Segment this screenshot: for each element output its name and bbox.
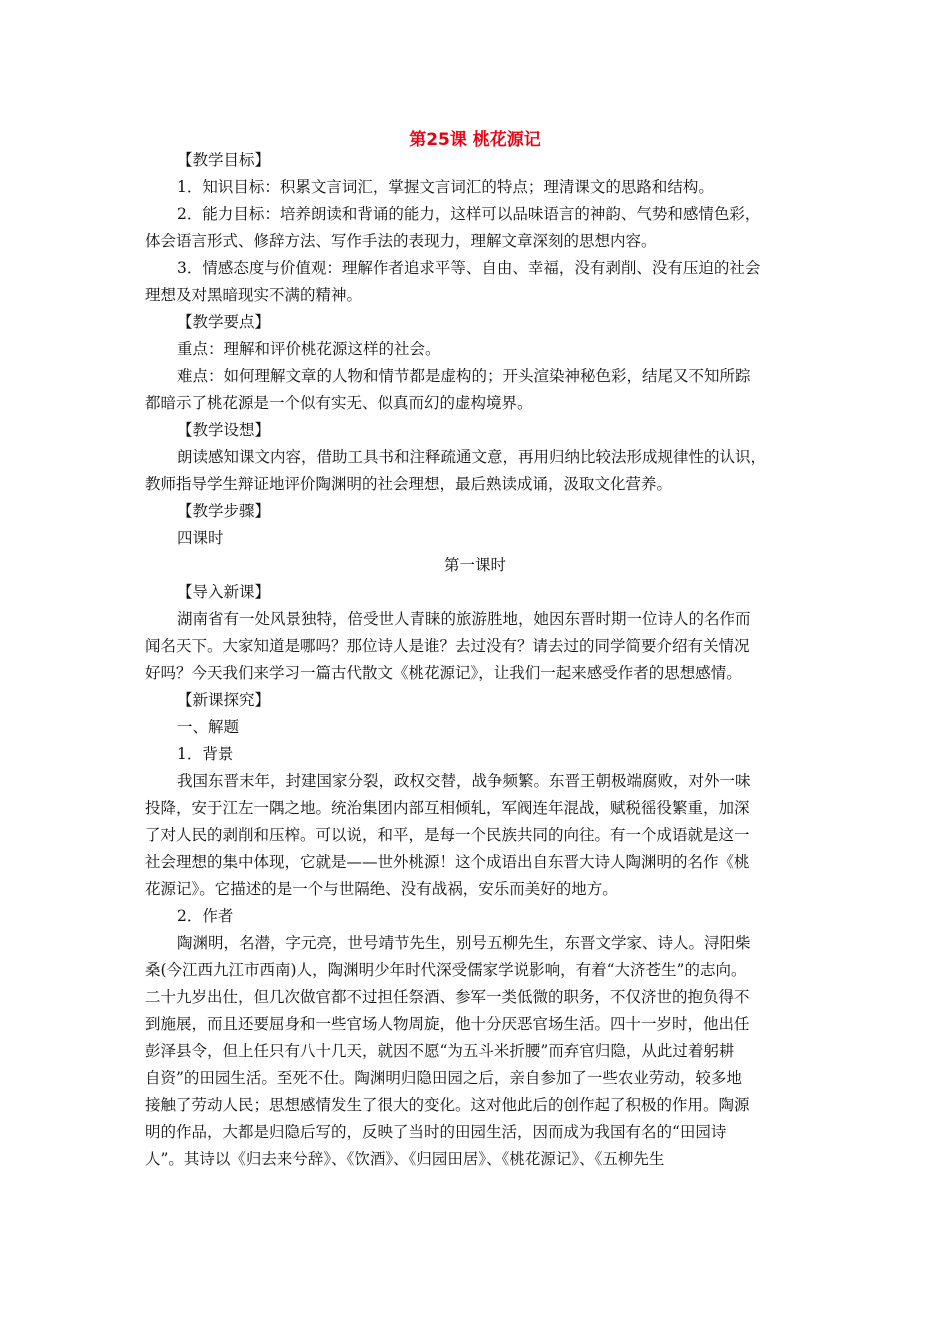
paragraph-line: 3．情感态度与价值观：理解作者追求平等、自由、幸福，没有剥削、没有压迫的社会 — [177, 259, 761, 277]
paragraph-line: 花源记》。它描述的是一个与世隔绝、没有战祸，安乐而美好的地方。 — [145, 880, 618, 898]
section-heading-steps: 【教学步骤】 — [177, 502, 271, 520]
paragraph-line: 都暗示了桃花源是一个似有实无、似真而幻的虚构境界。 — [145, 394, 533, 412]
paragraph-line: 了对人民的剥削和压榨。可以说，和平，是每一个民族共同的向往。有一个成语就是这一 — [145, 826, 750, 844]
paragraph-line: 好吗？今天我们来学习一篇古代散文《桃花源记》，让我们一起来感受作者的思想感情。 — [145, 664, 742, 682]
paragraph-line: 2．作者 — [177, 907, 234, 925]
paragraph-line: 人”。其诗以《归去来兮辞》、《饮酒》、《归园田居》、《桃花源记》、《五柳先生 — [145, 1150, 665, 1168]
paragraph-line: 二十九岁出仕，但几次做官都不过担任祭酒、参军一类低微的职务，不仅济世的抱负得不 — [145, 988, 750, 1006]
section-heading-objectives: 【教学目标】 — [177, 151, 271, 169]
paragraph-line: 四课时 — [177, 529, 224, 547]
paragraph-line: 1．知识目标：积累文言词汇，掌握文言词汇的特点；理清课文的思路和结构。 — [177, 178, 714, 196]
paragraph-line: 投降，安于江左一隅之地。统治集团内部互相倾轧，军阀连年混战，赋税徭役繁重，加深 — [145, 799, 750, 817]
paragraph-line: 我国东晋末年，封建国家分裂，政权交替，战争频繁。东晋王朝极端腐败，对外一味 — [177, 772, 751, 790]
paragraph-line: 1．背景 — [177, 745, 234, 763]
paragraph-line: 明的作品，大都是归隐后写的，反映了当时的田园生活，因而成为我国有名的“田园诗 — [145, 1123, 727, 1141]
paragraph-line: 重点：理解和评价桃花源这样的社会。 — [177, 340, 441, 358]
paragraph-line: 闻名天下。大家知道是哪吗？那位诗人是谁？去过没有？请去过的同学简要介绍有关情况 — [145, 637, 750, 655]
paragraph-line: 2．能力目标：培养朗读和背诵的能力，这样可以品味语言的神韵、气势和感情色彩， — [177, 205, 761, 223]
paragraph-line: 朗读感知课文内容，借助工具书和注释疏通文意，再用归纳比较法形成规律性的认识， — [177, 448, 767, 466]
paragraph-line: 社会理想的集中体现，它就是——世外桃源！这个成语出自东晋大诗人陶渊明的名作《桃 — [145, 853, 750, 871]
section-heading-plan: 【教学设想】 — [177, 421, 271, 439]
paragraph-line: 湖南省有一处风景独特，倍受世人青睐的旅游胜地，她因东晋时期一位诗人的名作而 — [177, 610, 751, 628]
paragraph-line: 自资”的田园生活。至死不仕。陶渊明归隐田园之后，亲自参加了一些农业劳动，较多地 — [145, 1069, 742, 1087]
paragraph-line: 教师指导学生辩证地评价陶渊明的社会理想，最后熟读成诵，汲取文化营养。 — [145, 475, 673, 493]
paragraph-line: 体会语言形式、修辞方法、写作手法的表现力，理解文章深刻的思想内容。 — [145, 232, 657, 250]
section-heading-intro: 【导入新课】 — [177, 583, 271, 601]
paragraph-line: 理想及对黑暗现实不满的精神。 — [145, 286, 363, 304]
paragraph-line: 一、解题 — [177, 718, 240, 736]
paragraph-line: 陶渊明，名潜，字元亮，世号靖节先生，别号五柳先生，东晋文学家、诗人。浔阳柴 — [177, 934, 751, 952]
paragraph-line: 到施展，而且还要屈身和一些官场人物周旋，他十分厌恶官场生活。四十一岁时，他出任 — [145, 1015, 750, 1033]
section-heading-key-points: 【教学要点】 — [177, 313, 271, 331]
paragraph-line: 难点：如何理解文章的人物和情节都是虚构的；开头渲染神秘色彩，结尾又不知所踪 — [177, 367, 751, 385]
paragraph-line: 接触了劳动人民；思想感情发生了很大的变化。这对他此后的创作起了积极的作用。陶源 — [145, 1096, 750, 1114]
paragraph-line: 彭泽县令，但上任只有八十几天，就因不愿“为五斗米折腰”而弃官归隐，从此过着躬耕 — [145, 1042, 735, 1060]
section-heading-explore: 【新课探究】 — [177, 691, 271, 709]
subheading-first-period: 第一课时 — [443, 556, 506, 574]
paragraph-line: 桑(今江西九江市西南)人，陶渊明少年时代深受儒家学说影响，有着“大济苍生”的志向。 — [145, 961, 747, 979]
lesson-title: 第25课 桃花源记 — [409, 130, 541, 150]
